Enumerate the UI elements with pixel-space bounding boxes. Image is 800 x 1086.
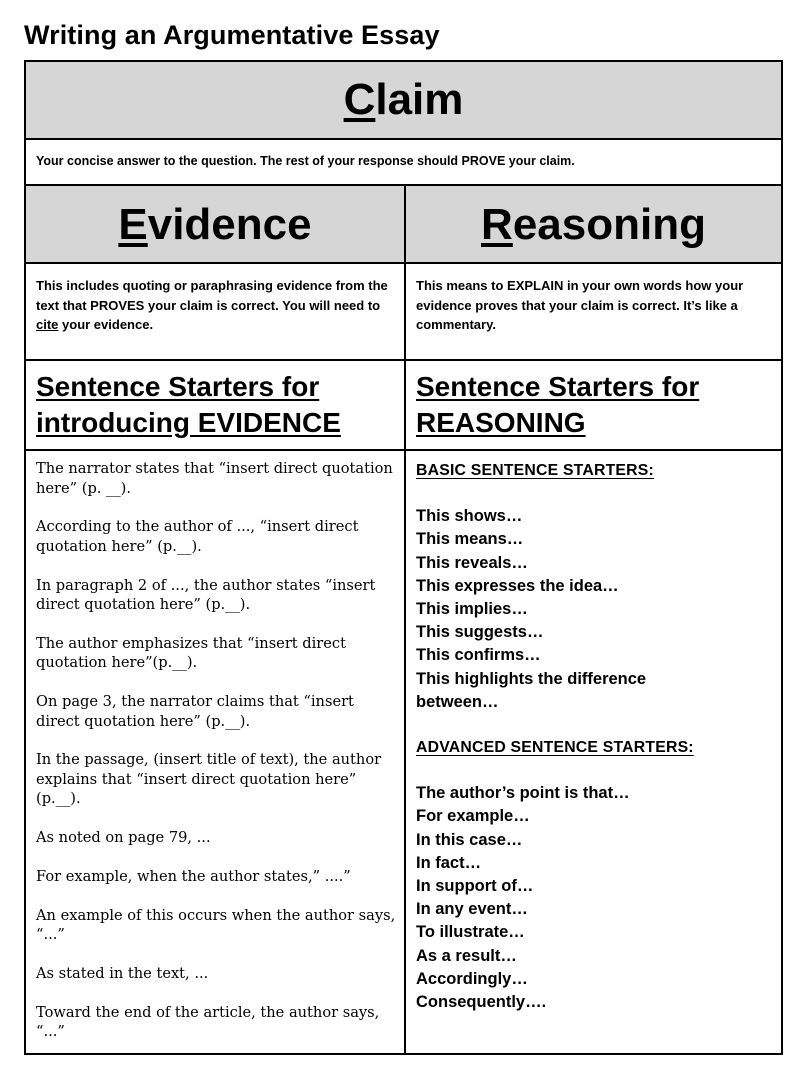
list-item: Accordingly…: [416, 969, 528, 988]
reasoning-starters-cell: [406, 451, 781, 1053]
reasoning-starters-header-cell: [406, 361, 781, 449]
reasoning-initial: R: [481, 200, 513, 249]
evidence-description: [36, 276, 392, 335]
evidence-starters-header-cell: [26, 361, 406, 449]
claim-heading-rest: laim: [375, 75, 464, 124]
list-item: For example, when the author states,” ....”: [36, 868, 351, 886]
cite-word: cite: [36, 317, 59, 332]
list-item: This confirms…: [416, 646, 541, 665]
page-title: Writing an Argumentative Essay: [24, 20, 440, 50]
list-item: To illustrate…: [416, 923, 525, 942]
er-description-row: [26, 264, 781, 361]
evidence-heading: [26, 199, 404, 251]
list-item: In paragraph 2 of ..., the author states “insert direct quotation here” (p.__).: [36, 576, 376, 614]
advanced-starters-heading: ADVANCED SENTENCE STARTERS:: [416, 739, 694, 757]
list-item: In the passage, (insert title of text), the author explains that “insert direct quotation here” (p.__).: [36, 751, 382, 808]
reasoning-starters-heading: Sentence Starters for REASONING: [416, 371, 700, 438]
claim-initial: C: [343, 75, 376, 124]
evidence-header: [26, 186, 406, 262]
reasoning-description: This means to EXPLAIN in your own words how your evidence proves that your claim is correct. It’s like a commentary.: [416, 278, 744, 332]
list-item: In support of…: [416, 877, 534, 896]
list-item: The author emphasizes that “insert direct quotation here”(p.__).: [36, 634, 346, 672]
reasoning-heading: [406, 199, 781, 251]
list-item: For example…: [416, 807, 530, 826]
list-item: This shows…: [416, 507, 523, 526]
reasoning-heading-rest: easoning: [512, 200, 706, 249]
reasoning-description-cell: [406, 264, 781, 359]
list-item: On page 3, the narrator claims that “insert direct quotation here” (p.__).: [36, 693, 354, 730]
list-item: According to the author of ..., “insert direct quotation here” (p.__).: [36, 518, 359, 555]
evidence-description-cell: [26, 264, 406, 359]
basic-starters-heading: BASIC SENTENCE STARTERS:: [416, 462, 654, 479]
list-item: This highlights the difference between…: [416, 669, 647, 711]
list-item: Toward the end of the article, the author says, “...”: [36, 1003, 380, 1041]
evidence-description-part-1: This includes quoting or paraphrasing evidence from the text that PROVES your claim is correct. You will need to: [36, 278, 388, 313]
list-item: This reveals…: [416, 553, 528, 572]
claim-description-row: [26, 140, 781, 186]
list-item: The narrator states that “insert direct quotation here” (p. __).: [36, 460, 393, 497]
claim-heading: [26, 74, 781, 126]
claim-description: Your concise answer to the question. The rest of your response should PROVE your claim.: [36, 154, 575, 168]
list-item: As a result…: [416, 946, 517, 965]
list-item: This expresses the idea…: [416, 576, 619, 595]
list-item: In this case…: [416, 830, 523, 849]
list-item: An example of this occurs when the author says, “...”: [36, 906, 396, 944]
list-item: This implies…: [416, 600, 528, 619]
evidence-initial: E: [118, 200, 148, 249]
evidence-description-part-2: your evidence.: [58, 317, 154, 332]
er-header-row: [26, 186, 781, 264]
list-item: This suggests…: [416, 623, 544, 642]
reasoning-header: [406, 186, 781, 262]
starters-header-row: [26, 361, 781, 451]
list-item: As stated in the text, ...: [36, 965, 209, 983]
evidence-starters-cell: [26, 451, 406, 1053]
evidence-heading-rest: vidence: [147, 200, 312, 249]
cer-chart: [24, 60, 783, 1055]
list-item: In fact…: [416, 853, 482, 872]
evidence-starters-list: [36, 459, 398, 1061]
list-item: The author’s point is that…: [416, 784, 630, 803]
reasoning-starters-list: [416, 459, 775, 1014]
starters-body-row: [26, 451, 781, 1053]
list-item: As noted on page 79, ...: [36, 829, 211, 847]
list-item: In any event…: [416, 900, 528, 919]
evidence-starters-heading: Sentence Starters for introducing EVIDENCE: [36, 371, 341, 438]
claim-header: [26, 62, 781, 140]
list-item: This means…: [416, 530, 524, 549]
list-item: Consequently….: [416, 993, 547, 1012]
